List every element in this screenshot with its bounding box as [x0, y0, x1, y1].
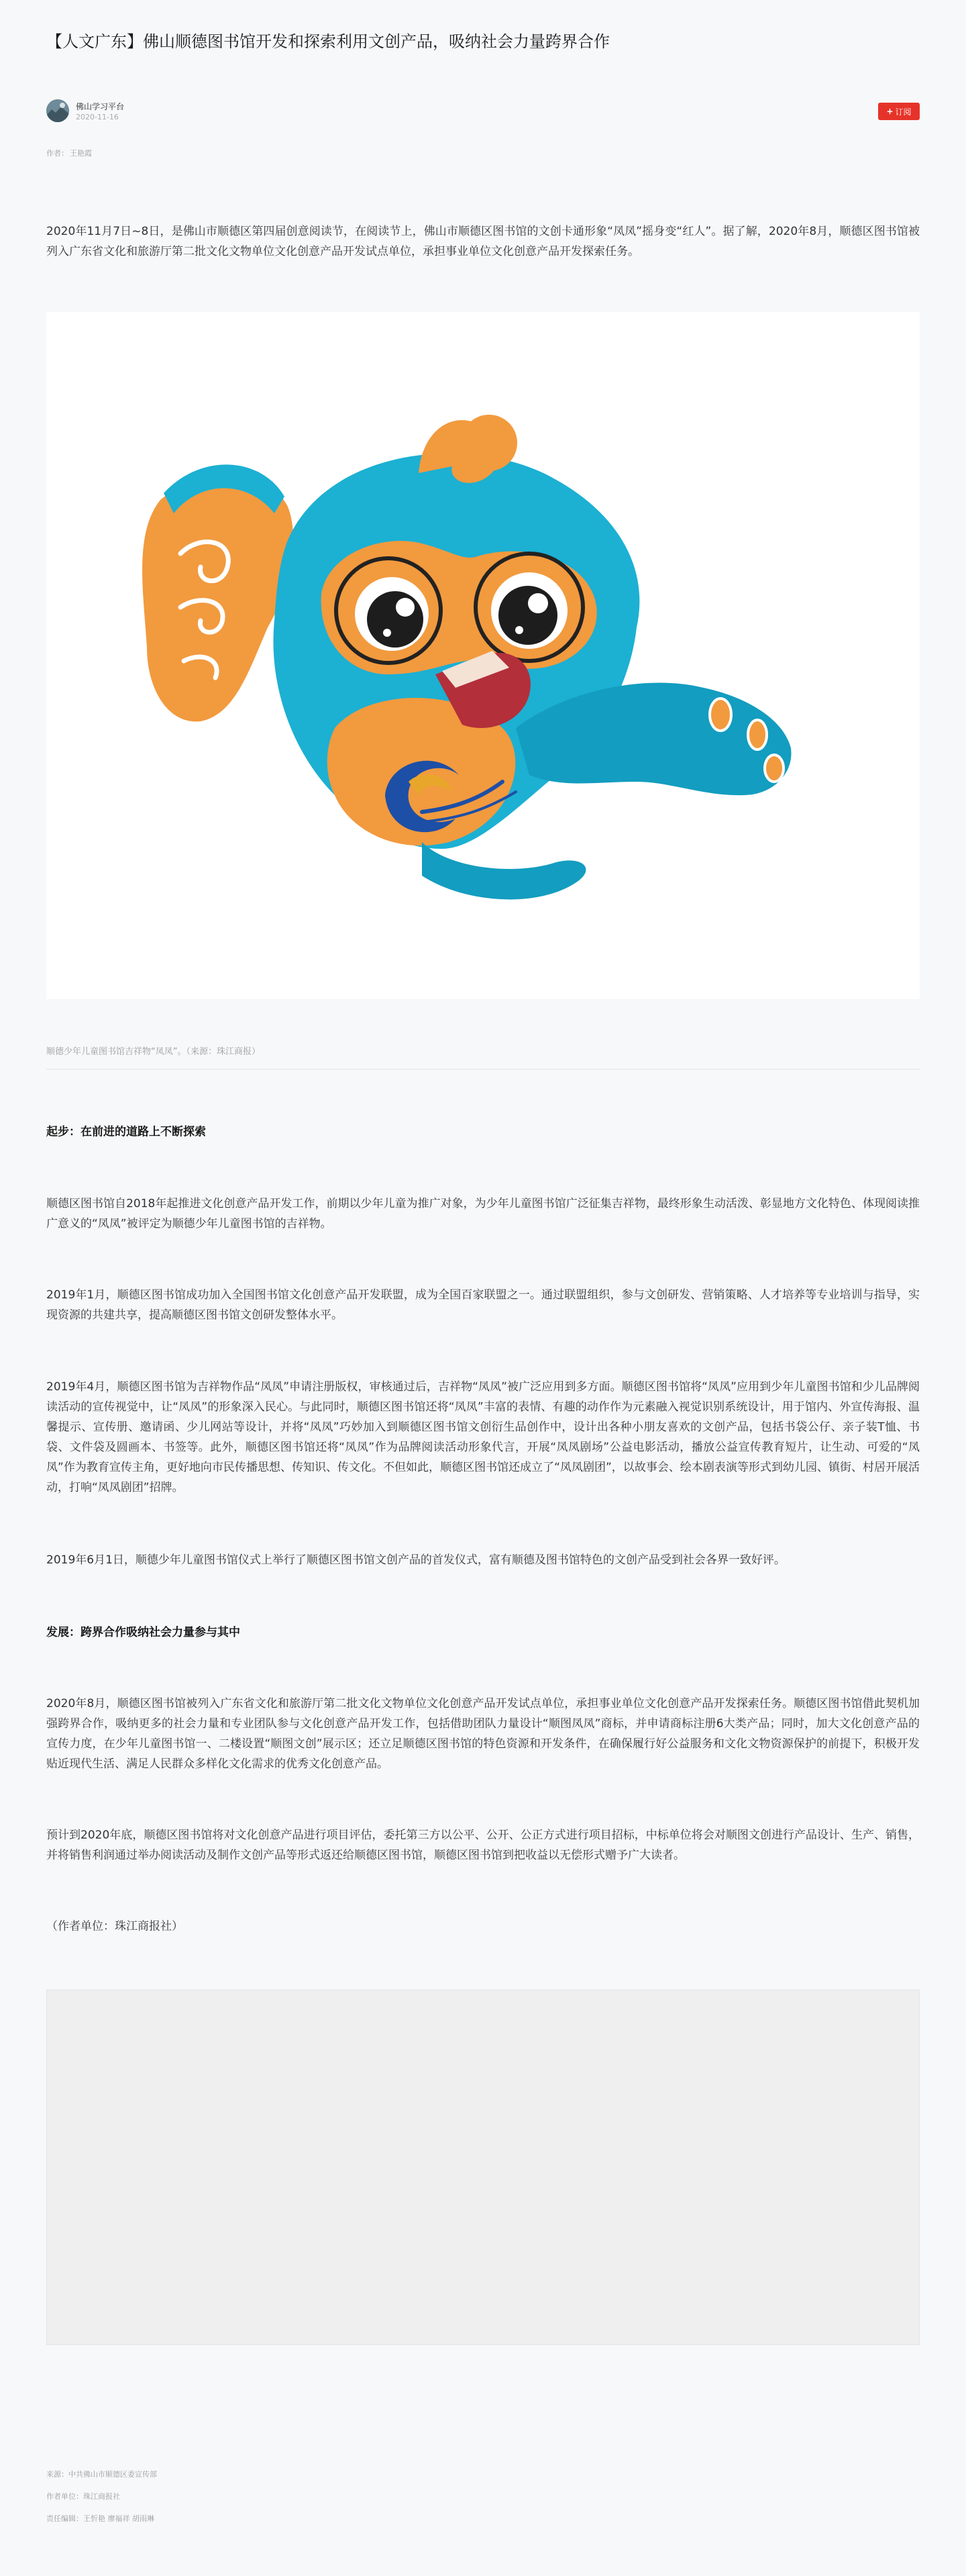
image-caption: 顺德少年儿童图书馆吉祥物“凤凤”。（来源：珠江商报）: [46, 1047, 260, 1057]
author-label: 作者：: [46, 149, 68, 158]
divider: [46, 1069, 920, 1070]
paragraph-develop-2: 预计到2020年底，顺德区图书馆将对文化创意产品进行项目评估，委托第三方以公平、公开、公正方式进行项目招标，中标单位将会对顺图文创进行产品设计、生产、销售，并将销售利润通过举办阅读活动及制作文创产品等形式返还给顺德区图书馆，顺德区图书馆到把收益以无偿形式赠予广大读者。: [46, 1828, 920, 1862]
paragraph-start-3: 2019年4月，顺德区图书馆为吉祥物作品“凤凤”申请注册版权，审核通过后，吉祥物“凤凤”被广泛应用到多方面。顺德区图书馆将“凤凤”应用到少年儿童图书馆和少儿品牌阅读活动的宣传视觉中，让“凤凤”的形象深入民心。与此同时，顺德区图书馆还将“凤凤”丰富的表情、有趣的动作作为元素融入视觉识别系统设计，用于馆内、外宣传海报、温馨提示、宣传册、邀请函、少儿网站等设计，并将“凤凤”巧妙加入到顺德区图书馆文创衍生品创作中，设计出各种小朋友喜欢的文创产品，包括书袋公仔、亲子装T恤、书袋、文件袋及圆画本、书签等。此外，顺德区图书馆还将“凤凤”作为品牌阅读活动形象代言，开展“凤凤剧场”公益电影活动，播放公益宣传教育短片，让生动、可爱的“凤凤”作为教育宣传主角，更好地向市民传播思想、传知识、传文化。不但如此，顺德区图书馆还成立了“凤凤剧团”，以故事会、绘本剧表演等形式到幼儿园、镇街、村居开展活动，打响“凤凤剧团”招牌。: [46, 1380, 920, 1494]
section-heading-start: 起步：在前进的道路上不断探索: [46, 1125, 206, 1139]
footer-source: 来源：中共佛山市顺德区委宣传部: [46, 2470, 157, 2479]
article-title: 【人文广东】佛山顺德图书馆开发和探索利用文创产品，吸纳社会力量跨界合作: [46, 32, 610, 51]
paragraph-start-2: 2019年1月，顺德区图书馆成功加入全国图书馆文化创意产品开发联盟，成为全国百家联盟之一。通过联盟组织，参与文创研发、营销策略、人才培养等专业培训与指导，实现资源的共建共享，提高顺德区图书馆文创研发整体水平。: [46, 1288, 920, 1322]
mascot-image: [46, 312, 920, 999]
mascot-fengfeng-illustration: [46, 312, 920, 999]
footer-editor: 责任编辑：王忻艳 廖福祥 胡雨琳: [46, 2514, 154, 2523]
image-placeholder: [46, 1990, 920, 2345]
paragraph-develop-1: 2020年8月，顺德区图书馆被列入广东省文化和旅游厅第二批文化文物单位文化创意产品开发试点单位，承担事业单位文化创意产品开发探索任务。顺德区图书馆借此契机加强跨界合作，吸纳更多的社会力量和专业团队参与文化创意产品开发工作，包括借助团队力量设计“顺图凤凤”商标，并申请商标注册6大类产品；同时，加大文化创意产品的宣传力度，在少年儿童图书馆一、二楼设置“顺图文创”展示区；还立足顺德区图书馆的特色资源和开发条件，在确保履行好公益服务和文化文物资源保护的前提下，积极开发贴近现代生活、满足人民群众多样化文化需求的优秀文化创意产品。: [46, 1697, 920, 1771]
author-name: 王艳霞: [70, 149, 92, 158]
avatar[interactable]: [46, 99, 69, 122]
author-line: [46, 148, 92, 158]
footer-unit: 作者单位：珠江商报社: [46, 2492, 120, 2501]
paragraph-start-4: 2019年6月1日，顺德少年儿童图书馆仪式上举行了顺德区图书馆文创产品的首发仪式，富有顺德及图书馆特色的文创产品受到社会各界一致好评。: [46, 1553, 786, 1567]
paragraph-intro: 2020年11月7日~8日，是佛山市顺德区第四届创意阅读节，在阅读节上，佛山市顺德区图书馆的文创卡通形象“凤凤”摇身变“红人”。据了解，2020年8月，顺德区图书馆被列入广东省文化和旅游厅第二批文化文物单位文化创意产品开发试点单位，承担事业单位文化创意产品开发探索任务。: [46, 225, 920, 258]
paragraph-start-1: 顺德区图书馆自2018年起推进文化创意产品开发工作，前期以少年儿童为推广对象，为少年儿童图书馆广泛征集吉祥物，最终形象生动活泼、彰显地方文化特色、体现阅读推广意义的“凤凤”被评定为顺德少年儿童图书馆的吉祥物。: [46, 1197, 920, 1231]
subscribe-button[interactable]: [878, 103, 920, 120]
publisher-bar: [46, 98, 920, 125]
plus-icon: +: [886, 107, 894, 116]
publisher-name[interactable]: 佛山学习平台: [76, 102, 125, 111]
publish-date: 2020-11-16: [76, 113, 119, 121]
subscribe-label: 订阅: [895, 107, 912, 117]
section-heading-develop: 发展：跨界合作吸纳社会力量参与其中: [46, 1626, 240, 1639]
author-unit-line: （作者单位：珠江商报社）: [46, 1920, 183, 1933]
